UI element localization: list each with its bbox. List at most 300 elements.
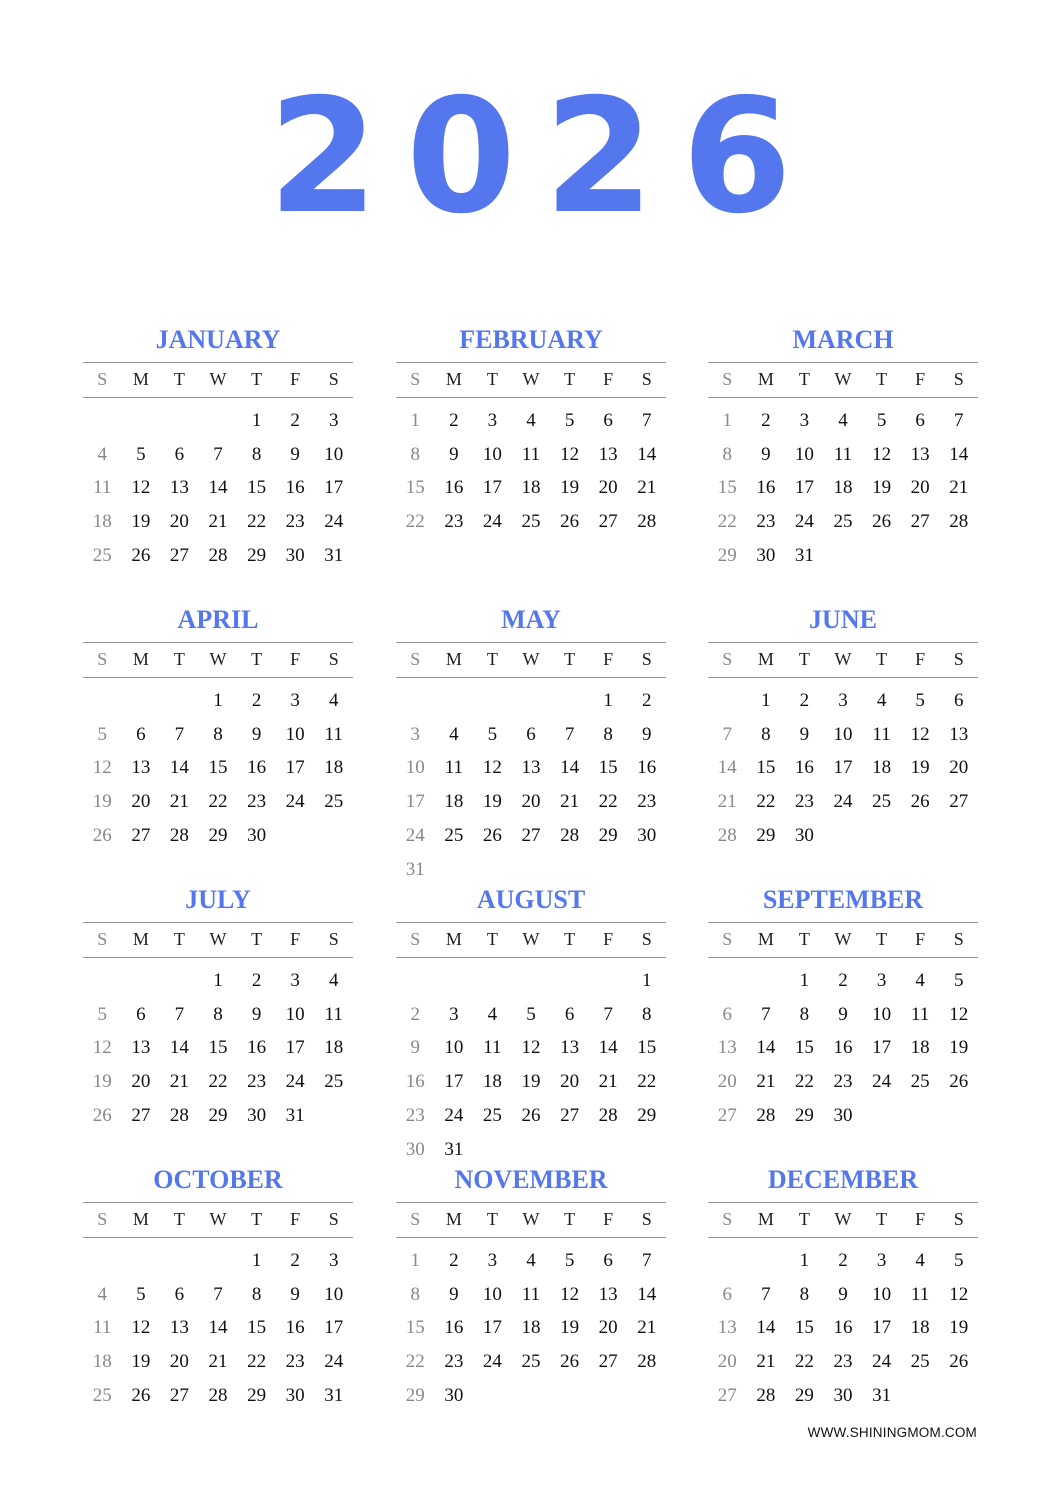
day-cell: 21 <box>208 511 228 533</box>
day-cell: 12 <box>949 1283 969 1305</box>
weekday-label: T <box>564 369 576 389</box>
weekday-label: F <box>915 1209 926 1229</box>
day-cell: 20 <box>521 791 541 813</box>
month-may <box>396 602 666 880</box>
day-cell: 10 <box>794 443 814 465</box>
day-cell: 22 <box>405 1351 425 1373</box>
weekday-label: T <box>798 369 810 389</box>
day-cell: 11 <box>324 1003 343 1025</box>
day-cell: 21 <box>949 477 969 499</box>
day-cell: 3 <box>410 723 421 745</box>
day-cell: 11 <box>910 1003 930 1025</box>
day-cell: 1 <box>213 690 223 711</box>
day-cell: 4 <box>97 1283 108 1305</box>
day-cell: 18 <box>92 511 112 533</box>
day-cell: 30 <box>285 1384 305 1406</box>
day-cell: 29 <box>208 824 228 846</box>
weekday-label: W <box>522 369 540 389</box>
day-cell: 18 <box>521 477 541 499</box>
day-cell: 19 <box>949 1317 969 1339</box>
day-cell: 23 <box>285 1351 305 1373</box>
weekday-label: T <box>486 1209 498 1229</box>
day-cell: 21 <box>637 1317 657 1339</box>
weekday-label: S <box>97 1209 108 1229</box>
day-cell: 20 <box>910 477 930 499</box>
day-cell: 5 <box>564 410 575 431</box>
day-cell: 28 <box>637 1351 657 1373</box>
day-cell: 5 <box>97 723 108 745</box>
day-cell: 1 <box>641 970 652 991</box>
day-cell: 6 <box>603 410 613 431</box>
weekday-label: T <box>486 929 498 949</box>
weekday-label: S <box>722 929 733 949</box>
day-cell: 13 <box>169 477 189 499</box>
weekday-label: M <box>445 929 462 949</box>
day-cell: 22 <box>637 1071 657 1093</box>
day-cell: 26 <box>949 1071 969 1093</box>
day-cell: 18 <box>444 791 464 813</box>
day-cell: 7 <box>174 1003 185 1025</box>
day-cell: 3 <box>328 1250 339 1271</box>
day-cell: 30 <box>794 824 814 846</box>
weekday-label: T <box>251 1209 263 1229</box>
day-cell: 4 <box>328 970 339 991</box>
day-cell: 20 <box>131 1071 151 1093</box>
day-cell: 11 <box>521 443 541 465</box>
weekday-label: S <box>953 1209 964 1229</box>
day-cell: 25 <box>482 1104 502 1126</box>
day-cell: 22 <box>405 511 425 533</box>
day-cell: 24 <box>872 1071 892 1093</box>
month-name: MARCH <box>792 325 894 354</box>
weekday-label: F <box>915 369 926 389</box>
day-cell: 19 <box>92 1071 112 1093</box>
day-cell: 29 <box>598 824 618 846</box>
day-cell: 13 <box>169 1317 189 1339</box>
month-top-rule <box>83 922 353 923</box>
day-cell: 31 <box>324 1384 344 1406</box>
day-cell: 16 <box>247 1037 267 1059</box>
weekday-label: W <box>522 1209 540 1229</box>
day-cell: 27 <box>598 1351 618 1373</box>
day-cell: 15 <box>794 1037 814 1059</box>
day-cell: 3 <box>487 410 498 431</box>
weekday-label: M <box>757 369 774 389</box>
day-cell: 13 <box>717 1037 737 1059</box>
day-cell: 22 <box>794 1071 814 1093</box>
day-cell: 5 <box>876 410 887 431</box>
day-cell: 25 <box>521 1351 541 1373</box>
day-cell: 20 <box>717 1351 737 1373</box>
day-cell: 23 <box>247 791 267 813</box>
day-cell: 9 <box>290 1283 300 1305</box>
day-cell: 3 <box>799 410 810 431</box>
day-cell: 2 <box>641 690 652 711</box>
weekday-label: T <box>173 1209 185 1229</box>
day-cell: 14 <box>208 1317 228 1339</box>
weekday-label: W <box>522 929 540 949</box>
day-cell: 25 <box>521 511 541 533</box>
day-cell: 19 <box>131 511 151 533</box>
day-cell: 4 <box>838 410 848 431</box>
day-cell: 4 <box>915 970 925 991</box>
day-cell: 22 <box>794 1351 814 1373</box>
day-cell: 13 <box>521 757 541 779</box>
day-cell: 23 <box>833 1071 853 1093</box>
month-name: MAY <box>501 605 561 634</box>
day-cell: 24 <box>324 1351 344 1373</box>
day-cell: 30 <box>637 824 657 846</box>
day-cell: 2 <box>449 410 459 431</box>
day-cell: 2 <box>761 410 771 431</box>
day-cell: 30 <box>405 1138 425 1160</box>
weekday-label: S <box>97 929 108 949</box>
day-cell: 26 <box>560 511 580 533</box>
month-name: JANUARY <box>155 325 281 354</box>
weekday-label: S <box>410 649 421 669</box>
day-cell: 26 <box>521 1104 541 1126</box>
day-cell: 6 <box>174 1283 185 1305</box>
weekday-label: F <box>915 929 926 949</box>
day-cell: 20 <box>598 477 618 499</box>
day-cell: 10 <box>285 723 305 745</box>
day-cell: 24 <box>833 791 853 813</box>
day-cell: 18 <box>324 757 344 779</box>
day-cell: 13 <box>560 1037 580 1059</box>
day-cell: 30 <box>833 1384 853 1406</box>
month-top-rule <box>708 362 978 363</box>
weekday-label: M <box>132 929 149 949</box>
day-cell: 16 <box>285 1317 305 1339</box>
day-cell: 14 <box>637 1283 657 1305</box>
day-cell: 2 <box>290 410 300 431</box>
day-cell: 24 <box>444 1104 464 1126</box>
weekday-label: S <box>97 369 108 389</box>
day-cell: 13 <box>910 443 930 465</box>
day-cell: 28 <box>756 1384 776 1406</box>
month-top-rule <box>396 1202 666 1203</box>
day-cell: 18 <box>872 757 892 779</box>
day-cell: 16 <box>756 477 776 499</box>
weekday-label: M <box>445 1209 462 1229</box>
weekday-label: F <box>603 649 614 669</box>
day-cell: 4 <box>487 1003 498 1025</box>
month-top-rule <box>396 922 666 923</box>
weekday-label: T <box>173 929 185 949</box>
month-name: DECEMBER <box>767 1165 919 1194</box>
weekday-label: F <box>603 1209 614 1229</box>
weekday-label: S <box>953 649 964 669</box>
day-cell: 26 <box>131 544 151 566</box>
day-cell: 22 <box>208 1071 228 1093</box>
day-cell: 24 <box>482 1351 502 1373</box>
day-cell: 31 <box>444 1138 464 1160</box>
day-cell: 19 <box>560 1317 580 1339</box>
day-cell: 3 <box>838 690 848 711</box>
day-cell: 6 <box>564 1003 575 1025</box>
month-top-rule <box>708 1202 978 1203</box>
day-cell: 29 <box>637 1104 657 1126</box>
day-cell: 21 <box>169 1071 189 1093</box>
day-cell: 15 <box>405 1317 425 1339</box>
day-cell: 11 <box>444 757 463 779</box>
day-cell: 10 <box>405 757 425 779</box>
day-cell: 17 <box>872 1037 892 1059</box>
weekday-label: T <box>486 649 498 669</box>
day-cell: 2 <box>251 970 262 991</box>
day-cell: 7 <box>213 443 223 465</box>
day-cell: 29 <box>208 1104 228 1126</box>
day-cell: 7 <box>722 723 733 745</box>
day-cell: 26 <box>92 1104 112 1126</box>
day-cell: 17 <box>285 757 305 779</box>
day-cell: 11 <box>910 1283 930 1305</box>
weekday-label: S <box>410 929 421 949</box>
weekday-label: M <box>757 649 774 669</box>
day-cell: 27 <box>131 1104 151 1126</box>
day-cell: 19 <box>910 757 930 779</box>
day-cell: 22 <box>598 791 618 813</box>
day-cell: 21 <box>637 477 657 499</box>
day-cell: 31 <box>794 544 814 566</box>
day-cell: 28 <box>208 1384 228 1406</box>
weekday-label: S <box>722 649 733 669</box>
month-top-rule <box>83 1202 353 1203</box>
day-cell: 1 <box>761 690 771 711</box>
day-cell: 25 <box>910 1071 930 1093</box>
day-cell: 9 <box>761 443 771 465</box>
day-cell: 26 <box>560 1351 580 1373</box>
day-cell: 25 <box>910 1351 930 1373</box>
day-cell: 26 <box>482 824 502 846</box>
weekday-label: T <box>876 929 888 949</box>
day-cell: 23 <box>444 511 464 533</box>
day-cell: 5 <box>953 970 964 991</box>
day-cell: 31 <box>405 858 425 880</box>
day-cell: 5 <box>526 1003 536 1025</box>
day-cell: 27 <box>949 791 969 813</box>
weekday-label: T <box>798 1209 810 1229</box>
day-cell: 17 <box>833 757 853 779</box>
day-cell: 20 <box>560 1071 580 1093</box>
day-cell: 3 <box>328 410 339 431</box>
day-cell: 26 <box>92 824 112 846</box>
day-cell: 6 <box>722 1283 733 1305</box>
day-cell: 1 <box>722 410 733 431</box>
day-cell: 28 <box>949 511 969 533</box>
day-cell: 7 <box>641 410 652 431</box>
month-june <box>708 602 978 852</box>
day-cell: 10 <box>833 723 853 745</box>
day-cell: 8 <box>251 1283 262 1305</box>
day-cell: 10 <box>324 443 344 465</box>
day-cell: 19 <box>949 1037 969 1059</box>
weekday-label: T <box>798 649 810 669</box>
weekday-label: T <box>798 929 810 949</box>
day-cell: 4 <box>526 410 536 431</box>
weekday-label: T <box>486 369 498 389</box>
day-cell: 5 <box>136 443 146 465</box>
day-cell: 13 <box>131 757 151 779</box>
day-cell: 3 <box>876 1250 887 1271</box>
day-cell: 6 <box>722 1003 733 1025</box>
day-cell: 14 <box>637 443 657 465</box>
day-cell: 23 <box>637 791 657 813</box>
weekday-header-rule <box>396 677 666 678</box>
weekday-label: S <box>410 1209 421 1229</box>
month-september <box>708 882 978 1132</box>
day-cell: 14 <box>169 1037 189 1059</box>
weekday-label: W <box>834 369 852 389</box>
day-cell: 4 <box>449 723 459 745</box>
day-cell: 12 <box>92 757 112 779</box>
day-cell: 8 <box>213 1003 223 1025</box>
day-cell: 11 <box>833 443 853 465</box>
day-cell: 27 <box>169 1384 189 1406</box>
day-cell: 18 <box>910 1037 930 1059</box>
day-cell: 16 <box>833 1037 853 1059</box>
weekday-label: S <box>641 649 652 669</box>
day-cell: 1 <box>410 1250 421 1271</box>
day-cell: 20 <box>131 791 151 813</box>
day-cell: 12 <box>131 477 151 499</box>
day-cell: 11 <box>483 1037 502 1059</box>
weekday-label: T <box>564 1209 576 1229</box>
website-footer: WWW.SHININGMOM.COM <box>807 1425 977 1440</box>
day-cell: 6 <box>174 443 185 465</box>
day-cell: 20 <box>598 1317 618 1339</box>
day-cell: 16 <box>444 1317 464 1339</box>
day-cell: 12 <box>92 1037 112 1059</box>
day-cell: 17 <box>444 1071 464 1093</box>
day-cell: 15 <box>247 1317 267 1339</box>
day-cell: 28 <box>208 544 228 566</box>
day-cell: 20 <box>949 757 969 779</box>
day-cell: 17 <box>872 1317 892 1339</box>
day-cell: 15 <box>247 477 267 499</box>
day-cell: 20 <box>717 1071 737 1093</box>
day-cell: 2 <box>799 690 810 711</box>
day-cell: 10 <box>324 1283 344 1305</box>
weekday-label: M <box>445 649 462 669</box>
day-cell: 5 <box>915 690 925 711</box>
day-cell: 4 <box>328 690 339 711</box>
weekday-label: T <box>173 649 185 669</box>
day-cell: 22 <box>717 511 737 533</box>
day-cell: 29 <box>247 1384 267 1406</box>
day-cell: 23 <box>756 511 776 533</box>
day-cell: 24 <box>285 791 305 813</box>
day-cell: 28 <box>560 824 580 846</box>
day-cell: 15 <box>637 1037 657 1059</box>
day-cell: 6 <box>526 723 536 745</box>
day-cell: 8 <box>410 1283 421 1305</box>
day-cell: 26 <box>131 1384 151 1406</box>
month-name: JUNE <box>809 605 877 634</box>
month-top-rule <box>708 922 978 923</box>
month-top-rule <box>708 642 978 643</box>
day-cell: 15 <box>405 477 425 499</box>
day-cell: 24 <box>794 511 814 533</box>
day-cell: 4 <box>97 443 108 465</box>
day-cell: 29 <box>717 544 737 566</box>
day-cell: 8 <box>251 443 262 465</box>
day-cell: 23 <box>405 1104 425 1126</box>
day-cell: 21 <box>560 791 580 813</box>
day-cell: 16 <box>247 757 267 779</box>
weekday-header-rule <box>708 1237 978 1238</box>
month-july <box>83 882 353 1132</box>
weekday-label: T <box>876 1209 888 1229</box>
day-cell: 25 <box>92 1384 112 1406</box>
day-cell: 6 <box>136 1003 146 1025</box>
weekday-header-rule <box>396 397 666 398</box>
day-cell: 4 <box>876 690 887 711</box>
day-cell: 19 <box>131 1351 151 1373</box>
weekday-label: S <box>328 1209 339 1229</box>
weekday-header-rule <box>396 957 666 958</box>
day-cell: 1 <box>251 410 262 431</box>
day-cell: 18 <box>482 1071 502 1093</box>
day-cell: 12 <box>872 443 892 465</box>
day-cell: 1 <box>799 970 810 991</box>
day-cell: 11 <box>872 723 891 745</box>
day-cell: 2 <box>838 1250 848 1271</box>
day-cell: 25 <box>324 1071 344 1093</box>
day-cell: 24 <box>324 511 344 533</box>
weekday-label: S <box>97 649 108 669</box>
day-cell: 18 <box>324 1037 344 1059</box>
day-cell: 14 <box>208 477 228 499</box>
day-cell: 4 <box>526 1250 536 1271</box>
weekday-label: T <box>564 649 576 669</box>
weekday-label: T <box>876 369 888 389</box>
day-cell: 7 <box>641 1250 652 1271</box>
day-cell: 26 <box>872 511 892 533</box>
day-cell: 21 <box>717 791 737 813</box>
day-cell: 23 <box>833 1351 853 1373</box>
day-cell: 5 <box>564 1250 575 1271</box>
weekday-header-rule <box>83 957 353 958</box>
month-top-rule <box>396 362 666 363</box>
day-cell: 15 <box>598 757 618 779</box>
day-cell: 21 <box>598 1071 618 1093</box>
weekday-header-rule <box>708 397 978 398</box>
day-cell: 30 <box>285 544 305 566</box>
day-cell: 22 <box>208 791 228 813</box>
day-cell: 9 <box>410 1037 421 1059</box>
day-cell: 23 <box>285 511 305 533</box>
day-cell: 10 <box>872 1283 892 1305</box>
day-cell: 7 <box>603 1003 613 1025</box>
day-cell: 10 <box>482 1283 502 1305</box>
day-cell: 15 <box>756 757 776 779</box>
weekday-header-rule <box>708 677 978 678</box>
day-cell: 14 <box>756 1317 776 1339</box>
day-cell: 11 <box>93 1317 112 1339</box>
weekday-label: M <box>757 1209 774 1229</box>
day-cell: 5 <box>97 1003 108 1025</box>
day-cell: 12 <box>560 443 580 465</box>
day-cell: 28 <box>169 824 189 846</box>
day-cell: 8 <box>799 1003 810 1025</box>
weekday-header-rule <box>83 677 353 678</box>
month-march <box>708 322 978 572</box>
day-cell: 7 <box>564 723 575 745</box>
day-cell: 24 <box>872 1351 892 1373</box>
day-cell: 13 <box>717 1317 737 1339</box>
day-cell: 12 <box>482 757 502 779</box>
